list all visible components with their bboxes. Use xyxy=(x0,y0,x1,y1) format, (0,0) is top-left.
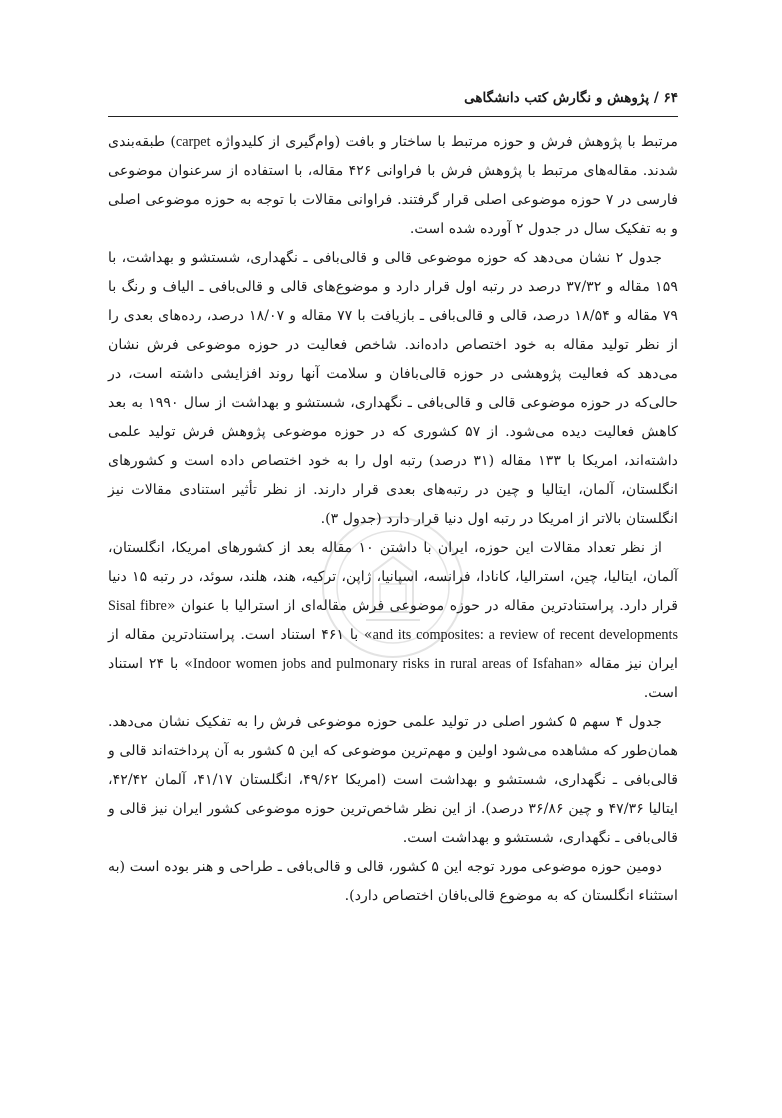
book-title: پژوهش و نگارش کتب دانشگاهی xyxy=(464,90,650,106)
paragraph-1 xyxy=(108,128,678,244)
page-number: ۶۴ xyxy=(663,90,678,106)
header-divider xyxy=(108,116,678,117)
article-title-isfahan: Indoor women jobs and pulmonary risks in rural areas of Isfahan xyxy=(192,656,575,672)
keyword-carpet: carpet xyxy=(175,134,211,150)
paragraph-4: جدول ۴ سهم ۵ کشور اصلی در تولید علمی حوزه موضوعی فرش را به تفکیک نشان می‌دهد. همان‌طور که مشاهده می‌شود اولین و مهم‌ترین موضوعی که این ۵ کشور به آن پرداخته‌اند قالی و قالی‌بافی ـ نگهداری، شستشو و بهداشت است (امریکا ۴۹/۶۲، انگلستان ۴۱/۱۷، آلمان ۴۲/۴۲، ایتالیا ۴۷/۳۶ و چین ۳۶/۸۶ درصد). از این نظر شاخص‌ترین حوزه موضوعی کشور ایران نیز قالی و قالی‌بافی ـ نگهداری، شستشو و بهداشت است. xyxy=(108,714,679,846)
article-title-sisal: Sisal fibre and its composites: a review of recent developments xyxy=(108,598,678,643)
paragraph-3 xyxy=(108,534,678,708)
running-header xyxy=(108,84,678,112)
paragraph-5: دومین حوزه موضوعی مورد توجه این ۵ کشور، قالی و قالی‌بافی ـ طراحی و هنر بوده است (به استثناء انگلستان که به موضوع قالی‌بافان اختصاص دارد). xyxy=(108,859,678,904)
main-text xyxy=(108,128,678,911)
paragraph-3-part-2: » با ۴۶۱ استناد است. پراستنادترین مقاله از ایران نیز مقاله « xyxy=(108,627,678,672)
paragraph-3-part-3: » با ۲۴ استناد است. xyxy=(108,656,678,701)
header-separator: / xyxy=(653,90,659,106)
paragraph-3-part-1: از نظر تعداد مقالات این حوزه، ایران با داشتن ۱۰ مقاله بعد از کشورهای امریکا، انگلستان، آلمان، ایتالیا، چین، استرالیا، کانادا، فرانسه، اسپانیا، ژاپن، ترکیه، هند، هلند، سوئد، در رتبه ۱۵ دنیا قرار دارد. پراستنادترین مقاله در حوزه موضوعی فرش مقاله‌ای از استرالیا با عنوان « xyxy=(108,540,679,614)
paragraph-2: جدول ۲ نشان می‌دهد که حوزه موضوعی قالی و قالی‌بافی ـ نگهداری، شستشو و بهداشت، با ۱۵۹ مقاله و ۳۷/۳۲ درصد در رتبه اول قرار دارد و موضوع‌های قالی و قالی‌بافی ـ الیاف و رنگ با ۷۹ مقاله و ۱۸/۵۴ درصد، قالی و قالی‌بافی ـ بازیافت با ۷۷ مقاله و ۱۸/۰۷ درصد، رده‌های بعدی را از نظر تولید مقاله به خود اختصاص داده‌اند. شاخص فعالیت در حوزه موضوعی فرش نشان می‌دهد که فعالیت پژوهشی در حوزه قالی‌بافان و سلامت آنها روند افزایشی داشته است، در حالی‌که در حوزه موضوعی قالی و قالی‌بافی ـ نگهداری، شستشو و بهداشت از سال ۱۹۹۰ به بعد کاهش فعالیت دیده می‌شود. از ۵۷ کشوری که در حوزه موضوعی پژوهش فرش تولید علمی داشته‌اند، امریکا با ۱۳۳ مقاله (۳۱ درصد) رتبه اول را به خود اختصاص داده است و کشورهای انگلستان، آلمان، ایتالیا و چین در رتبه‌های بعدی قرار دارند. از نظر تأثیر استنادی مقالات نیز انگلستان بالاتر از امریکا در رتبه اول دنیا قرار دارد (جدول ۳). xyxy=(108,250,678,527)
paragraph-1-part-2: ) طبقه‌بندی شدند. مقاله‌های مرتبط با پژوهش فرش با فراوانی ۴۲۶ مقاله، با استفاده از سرعنوان موضوعی فارسی در ۷ حوزه موضوعی اصلی قرار گرفتند. فراوانی مقالات با توجه به حوزه موضوعی اصلی و به تفکیک سال در جدول ۲ آورده شده است. xyxy=(108,134,679,237)
paragraph-1-part-1: مرتبط با پژوهش فرش و حوزه مرتبط با ساختار و بافت (وام‌گیری از کلیدواژه xyxy=(210,134,678,150)
